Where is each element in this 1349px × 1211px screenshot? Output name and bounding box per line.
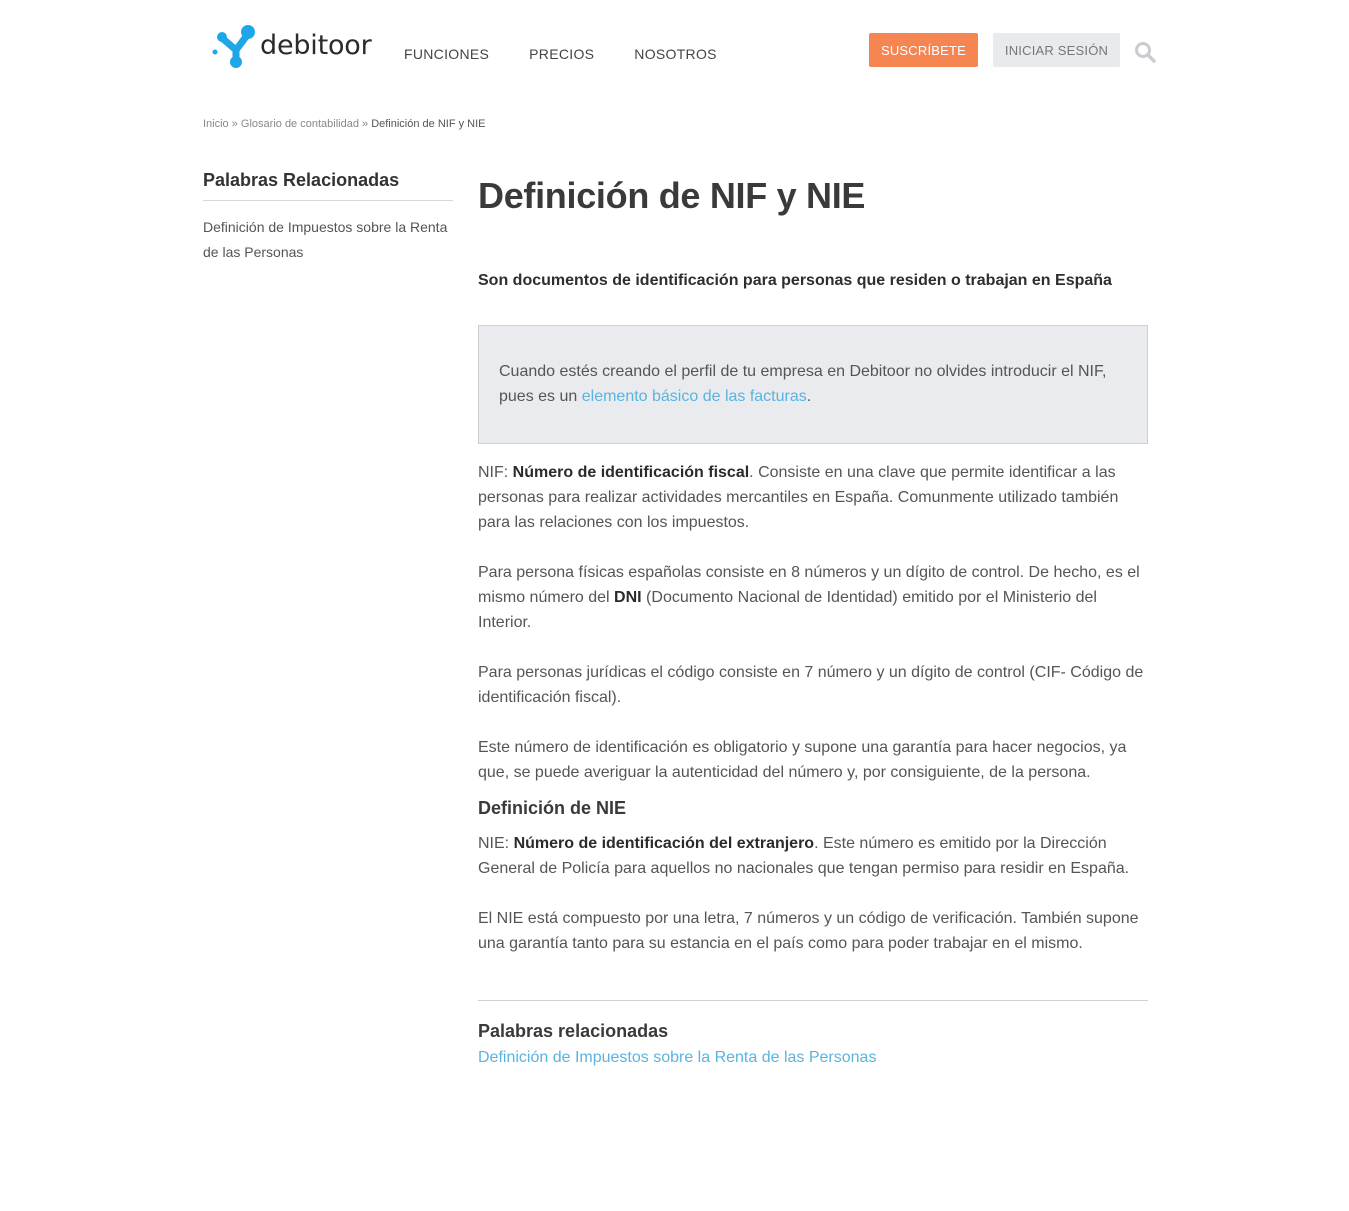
nav-nosotros[interactable]: NOSOTROS bbox=[634, 46, 717, 62]
physical-text-end: (Documento Nacional de Identidad) emitido por el Ministerio del Interior. bbox=[478, 589, 1097, 631]
physical-text: Para persona físicas españolas consiste en 8 números y un dígito de control. De hecho, es el mismo número del bbox=[478, 564, 1140, 606]
nie-term: Número de identificación del extranjero bbox=[513, 835, 815, 852]
nie-heading: Definición de NIE bbox=[478, 798, 627, 818]
nif-paragraph bbox=[478, 460, 1148, 535]
dni-term: DNI bbox=[614, 589, 642, 606]
nif-text: . Consiste en una clave que permite identificar a las personas para realizar actividades mercantiles en España. Comunmente utilizado también para las relaciones con los impuestos. bbox=[478, 464, 1119, 531]
nif-term: Número de identificación fiscal bbox=[512, 464, 750, 481]
nif-prefix: NIF: bbox=[478, 464, 513, 481]
breadcrumb-glossary[interactable]: Glosario de contabilidad bbox=[240, 118, 359, 130]
info-text-end: . bbox=[806, 388, 812, 405]
site-header bbox=[0, 0, 1349, 100]
article bbox=[478, 172, 1148, 1069]
login-button[interactable]: INICIAR SESIÓN bbox=[993, 33, 1120, 67]
related-word-link[interactable]: Definición de Impuestos sobre la Renta de las Personas bbox=[478, 1049, 877, 1066]
divider bbox=[478, 1000, 1148, 1001]
search-icon[interactable] bbox=[1134, 41, 1156, 63]
main-nav bbox=[404, 46, 757, 62]
invoice-elements-link[interactable]: elemento básico de las facturas bbox=[581, 388, 807, 405]
subscribe-button[interactable]: SUSCRÍBETE bbox=[869, 33, 978, 67]
nie-text: . Este número es emitido por la Dirección General de Policía para aquellos no nacionales que tengan permiso para residir en España. bbox=[478, 835, 1130, 877]
legal-persons-paragraph: Para personas jurídicas el código consiste en 7 número y un dígito de control (CIF- Código de identificación fiscal). bbox=[478, 664, 1144, 706]
lead-text: Son documentos de identificación para personas que residen o trabajan en España bbox=[478, 272, 1112, 289]
physical-persons-paragraph bbox=[478, 560, 1148, 635]
logo-icon bbox=[210, 22, 256, 68]
nie-prefix: NIE: bbox=[478, 835, 514, 852]
nav-precios[interactable]: PRECIOS bbox=[529, 46, 595, 62]
mandatory-paragraph: Este número de identificación es obligatorio y supone una garantía para hacer negocios, ya que, se puede averiguar la autenticidad del número y, por consiguiente, de la persona. bbox=[478, 739, 1127, 781]
sidebar-title: Palabras Relacionadas bbox=[203, 170, 453, 201]
breadcrumb-separator: » bbox=[358, 118, 372, 130]
breadcrumb-current: Definición de NIF y NIE bbox=[371, 118, 486, 130]
nav-funciones[interactable]: FUNCIONES bbox=[404, 46, 490, 62]
info-box bbox=[478, 325, 1148, 444]
breadcrumb bbox=[203, 118, 486, 130]
logo-text: debitoor bbox=[260, 29, 372, 61]
related-words-title: Palabras relacionadas bbox=[478, 1021, 669, 1041]
sidebar-related-link[interactable]: Definición de Impuestos sobre la Renta de las Personas bbox=[203, 219, 448, 260]
page-title: Definición de NIF y NIE bbox=[478, 175, 866, 216]
breadcrumb-home[interactable]: Inicio bbox=[203, 118, 229, 130]
info-text: Cuando estés creando el perfil de tu empresa en Debitoor no olvides introducir el NIF, pues es un bbox=[499, 363, 1107, 405]
debitoor-logo[interactable] bbox=[210, 22, 372, 68]
sidebar bbox=[203, 170, 453, 265]
nie-paragraph bbox=[478, 831, 1148, 881]
breadcrumb-separator: » bbox=[228, 118, 241, 130]
nie-composition-paragraph: El NIE está compuesto por una letra, 7 números y un código de verificación. También supone una garantía tanto para su estancia en el país como para poder trabajar en el mismo. bbox=[478, 910, 1139, 952]
